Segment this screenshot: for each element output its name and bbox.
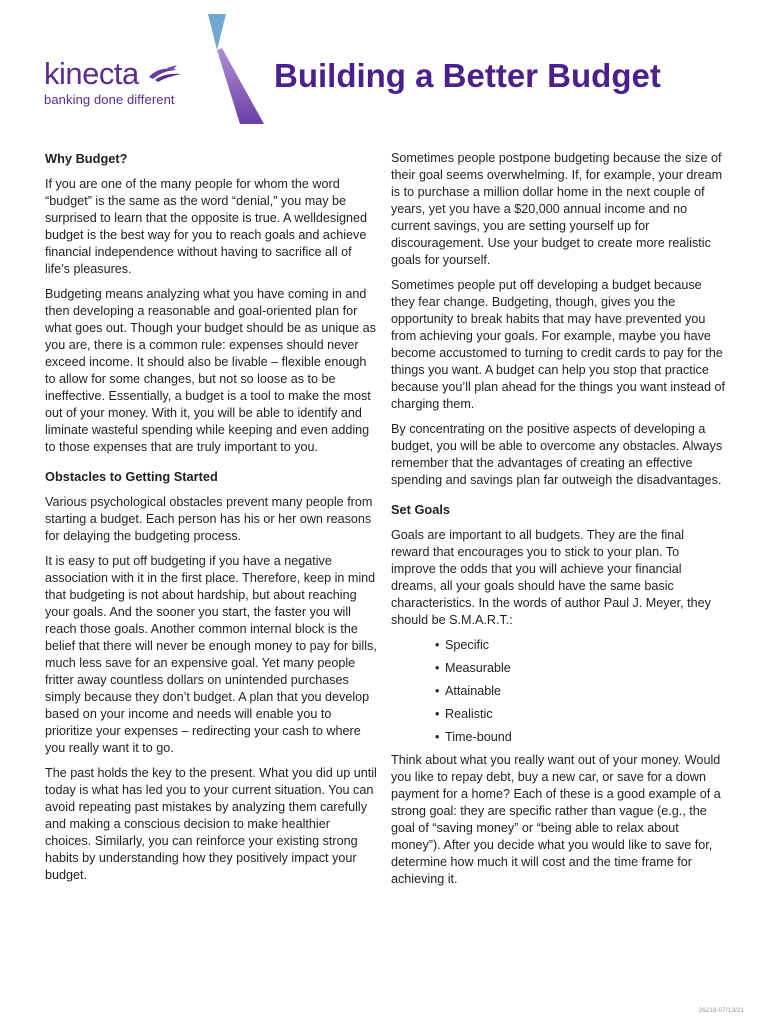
bullet: • xyxy=(435,638,440,652)
list-item-label: Attainable xyxy=(445,684,502,698)
logo-wordmark: kinecta xyxy=(44,56,139,91)
bullet: • xyxy=(435,707,440,721)
list-item xyxy=(435,729,726,746)
left-column xyxy=(45,150,377,892)
list-item xyxy=(435,706,726,723)
paragraph: Sometimes people put off developing a budget because they fear change. Budgeting, though, gives you the opportunity to break habits that may have prevented you from achieving your goals. For example, maybe you have become accustomed to turning to credit cards to pay for the things you want. A budget can help you stop that practice because you’ll plan ahead for the things you want instead of charging them. xyxy=(391,278,725,411)
list-item xyxy=(435,683,726,700)
paragraph: Think about what you really want out of your money. Would you like to repay debt, buy a new car, or save for a down payment for a home? Each of these is a good example of a strong goal: they are specific rather than vague (e.g., the goal of “saving money” or “being able to relax about money”). After you decide what you would like to save for, determine how much it will cost and the time frame for achieving it. xyxy=(391,753,721,886)
bullet: • xyxy=(435,684,440,698)
smart-goals-list xyxy=(391,637,726,746)
page-title: Building a Better Budget xyxy=(274,57,661,94)
paragraph: The past holds the key to the present. What you did up until today is what has led you to your current situation. You can avoid repeating past mistakes by analyzing them carefully and making a conscious decision to make healthier choices. Similarly, you can reinforce your existing strong habits by understanding how they positively impact your budget. xyxy=(45,766,377,882)
section-heading-why-budget: Why Budget? xyxy=(45,151,128,166)
right-column xyxy=(391,150,726,896)
section-heading-set-goals: Set Goals xyxy=(391,502,451,517)
paragraph: If you are one of the many people for whom the word “budget” is the same as the word “denial,” you may be surprised to learn that the opposite is true. A welldesigned budget is the best way for you to reach goals and achieve financial independence without having to sacrifice all of life’s pleasures. xyxy=(45,177,368,276)
paragraph: Sometimes people postpone budgeting because the size of their goal seems overwhelming. If, for example, your dream is to purchase a million dollar home in the next couple of years, yet you have a $20,000 annual income and no current savings, you are setting yourself up for discouragement. Use your budget to create more realistic goals for yourself. xyxy=(391,151,723,267)
list-item xyxy=(435,660,726,677)
list-item-label: Time-bound xyxy=(445,730,512,744)
logo-swoosh-icon xyxy=(147,64,185,84)
kinecta-logo xyxy=(44,58,185,107)
paragraph: By concentrating on the positive aspects of developing a budget, you will be able to overcome any obstacles. Always remember that the advantages of creating an effective spending and savings plan far outweigh the disadvantages. xyxy=(391,422,723,487)
paragraph: Various psychological obstacles prevent many people from starting a budget. Each person has his or her own reasons for delaying the budgeting process. xyxy=(45,495,373,543)
paragraph: It is easy to put off budgeting if you have a negative association with it in the first place. Therefore, keep in mind that budgeting is not about hardship, but about reaching your goals. And the sooner you start, the faster you will reach those goals. Another common internal block is the belief that there will never be enough money to pay for bills, much less save for an expensive goal. Yet many people fritter away countless dollars on unintended purchases simply because they don’t budget. A plan that you develop based on your income and needs will enable you to prioritize your expenses – redirecting your cash to where you really want it to go. xyxy=(45,554,377,755)
logo-tagline: banking done different xyxy=(44,92,175,107)
page-header xyxy=(0,0,768,130)
bullet: • xyxy=(435,661,440,675)
bullet: • xyxy=(435,730,440,744)
decorative-ribbon-graphic xyxy=(200,14,270,126)
list-item-label: Specific xyxy=(445,638,490,652)
list-item xyxy=(435,637,726,654)
paragraph: Goals are important to all budgets. They are the final reward that encourages you to stick to your plan. To improve the odds that you will achieve your financial dreams, all your goals should have the same basic characteristics. In the words of author Paul J. Meyer, they should be S.M.A.R.T.: xyxy=(391,528,711,627)
list-item-label: Measurable xyxy=(445,661,511,675)
section-heading-obstacles: Obstacles to Getting Started xyxy=(45,469,218,484)
document-code: 26218-07/13/21 xyxy=(698,1007,744,1014)
paragraph: Budgeting means analyzing what you have coming in and then developing a reasonable and goal-oriented plan for what goes out. Though your budget should be as unique as you are, there is a common rule: expenses should never exceed income. It should also be livable – flexible enough to allow for some changes, but not so loose as to be ineffective. Essentially, a budget is a tool to make the most out of your money. With it, you will be able to identify and liminate wasteful spending while keeping and even adding to those expenses that are truly important to you. xyxy=(45,287,376,454)
list-item-label: Realistic xyxy=(445,707,493,721)
